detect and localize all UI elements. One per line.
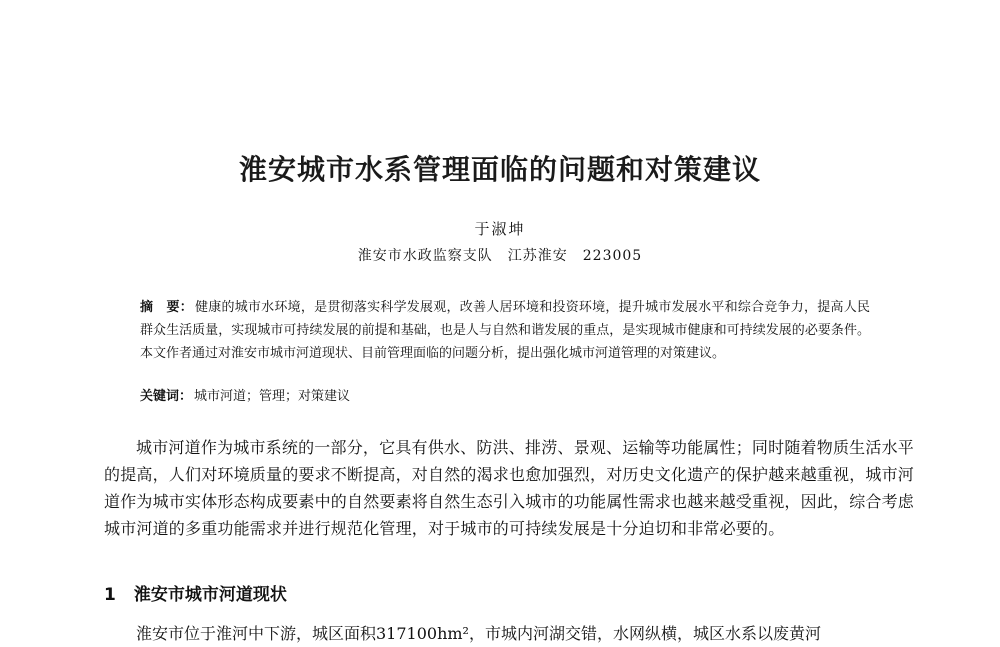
abstract-label: 摘 要： [140, 300, 193, 315]
section-title: 淮安市城市河道现状 [133, 585, 287, 605]
keywords-text: 城市河道；管理；对策建议 [194, 389, 351, 404]
abstract [140, 296, 870, 365]
abstract-text: 健康的城市水环境，是贯彻落实科学发展观，改善人居环境和投资环境，提升城市发展水平和综合竞争力，提高人民群众生活质量，实现城市可持续发展的前提和基础，也是人与自然和谐发展的重点，是实现城市健康和可持续发展的必要条件。本文作者通过对淮安市城市河道现状、目前管理面临的问题分析，提出强化城市河道管理的对策建议。 [140, 300, 870, 361]
paper-title: 淮安城市水系管理面临的问题和对策建议 [238, 153, 761, 186]
author-name: 于淑坤 [474, 220, 526, 238]
keywords [140, 387, 870, 407]
section-heading [104, 580, 287, 605]
section-number: 1 [104, 585, 116, 605]
keywords-label: 关键词： [140, 389, 193, 404]
author-affiliation: 淮安市水政监察支队 江苏淮安 223005 [357, 248, 643, 264]
section1-partial-line: 淮安市位于淮河中下游，城区面积317100hm²，市城内河湖交错，水网纵横，城区水系以废黄河 [136, 624, 821, 643]
intro-paragraph: 城市河道作为城市系统的一部分，它具有供水、防洪、排涝、景观、运输等功能属性；同时随着物质生活水平的提高，人们对环境质量的要求不断提高，对自然的渴求也愈加强烈，对历史文化遗产的保护越来越重视，城市河道作为城市实体形态构成要素中的自然要素将自然生态引入城市的功能属性需求也越来越受重视，因此，综合考虑城市河道的多重功能需求并进行规范化管理，对于城市的可持续发展是十分迫切和非常必要的。 [104, 438, 915, 538]
